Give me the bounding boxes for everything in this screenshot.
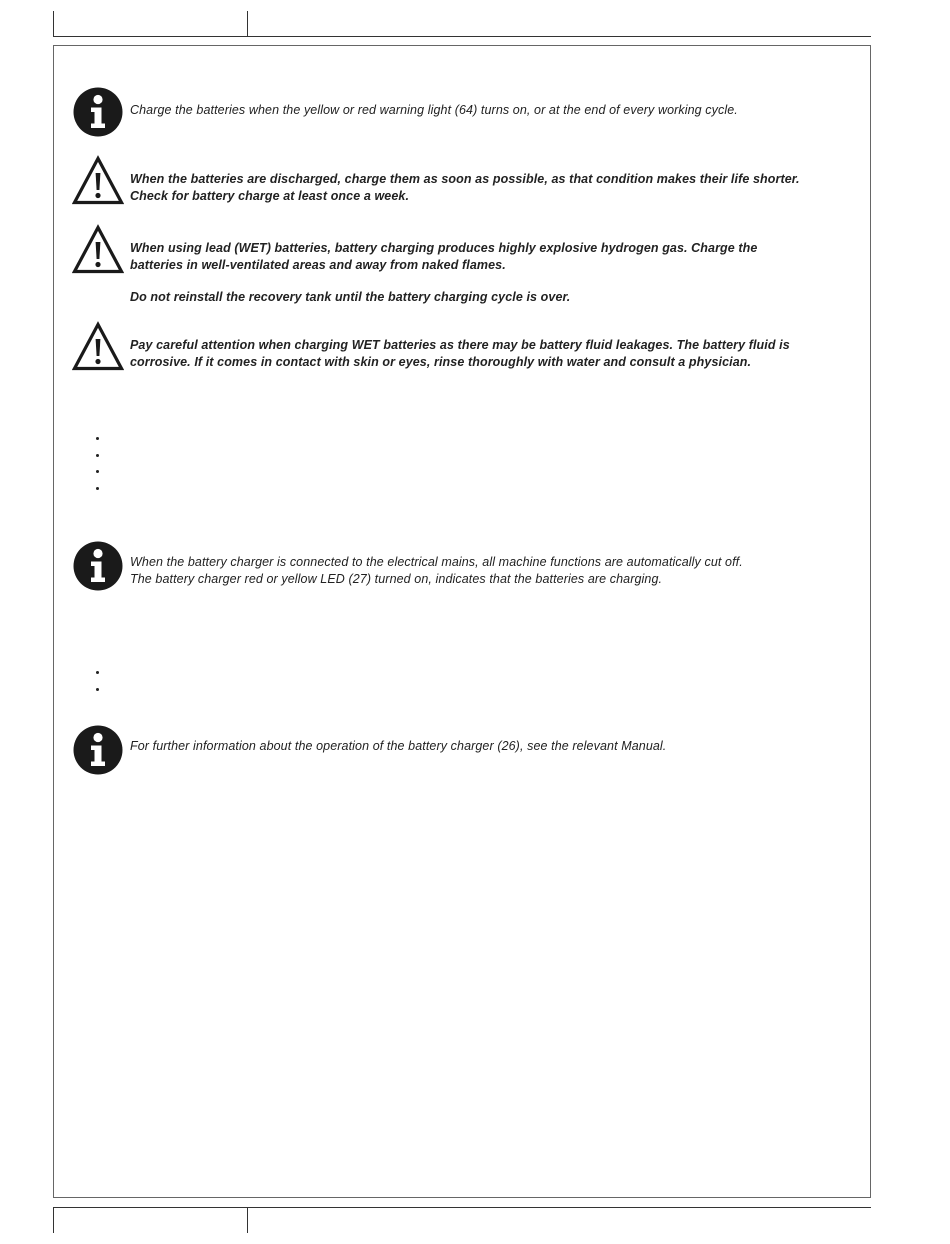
footer-divider-tick: [247, 1207, 248, 1233]
note-line: The battery charger red or yellow LED (27) turned on, indicates that the batteries are charging.: [130, 571, 663, 586]
note-text: [130, 554, 870, 587]
header-left-tick: [53, 11, 54, 37]
info-icon: [72, 540, 124, 592]
page-frame: [53, 45, 871, 1198]
info-icon: [72, 86, 124, 138]
note-line: corrosive. If it comes in contact with skin or eyes, rinse thoroughly with water and consult a physician.: [130, 354, 752, 369]
note-line: batteries in well-ventilated areas and away from naked flames.: [130, 257, 506, 272]
info-icon: [72, 724, 124, 776]
note-line: When the batteries are discharged, charge them as soon as possible, as that condition makes their life shorter.: [130, 172, 800, 186]
note-text: [130, 240, 870, 306]
warning-icon: [72, 155, 124, 207]
footer-left-tick: [53, 1207, 54, 1233]
footer-rule: [53, 1207, 871, 1208]
warning-icon: [72, 321, 124, 373]
note-text: [130, 738, 870, 755]
note-line: Charge the batteries when the yellow or red warning light (64) turns on, or at the end of every working cycle.: [130, 103, 738, 117]
warning-icon: [72, 224, 124, 276]
note-extra-line: Do not reinstall the recovery tank until the battery charging cycle is over.: [130, 290, 571, 304]
header-divider-tick: [247, 11, 248, 37]
note-line: Check for battery charge at least once a week.: [130, 188, 410, 203]
note-line: For further information about the operation of the battery charger (26), see the relevant Manual.: [130, 739, 667, 753]
note-line: When using lead (WET) batteries, battery charging produces highly explosive hydrogen gas. Charge the: [130, 241, 758, 255]
note-text: [130, 102, 870, 119]
note-text: [130, 337, 870, 370]
note-line: Pay careful attention when charging WET batteries as there may be battery fluid leakages. The battery fluid is: [130, 338, 790, 352]
note-text: [130, 171, 870, 204]
header-rule: [53, 36, 871, 37]
note-line: When the battery charger is connected to the electrical mains, all machine functions are automatically cut off.: [130, 555, 743, 569]
